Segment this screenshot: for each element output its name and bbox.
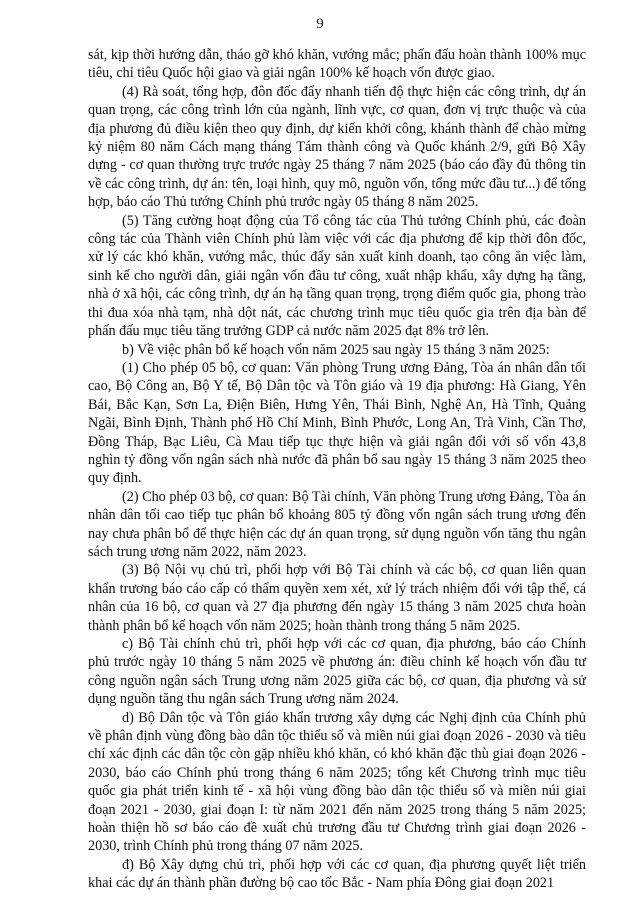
paragraph-b-item-3: (3) Bộ Nội vụ chủ trì, phối hợp với Bộ Tài chính và các bộ, cơ quan liên quan khẩn trương báo cáo cấp có thẩm quyền xem xét, xử lý trách nhiệm đối với tập thể, cá nhân của 16 bộ, cơ quan và 27 địa phương đến ngày 15 tháng 3 năm 2025 chưa hoàn thành phân bổ kế hoạch vốn năm 2025; hoàn thành trong tháng 5 năm 2025. <box>88 562 586 634</box>
paragraph-section-c: c) Bộ Tài chính chủ trì, phối hợp với các cơ quan, địa phương, báo cáo Chính phủ trước ngày 10 tháng 5 năm 2025 về phương án: điều chỉnh kế hoạch vốn đầu tư công nguồn ngân sách Trung ương năm 2025 giữa các bộ, cơ quan, địa phương và sử dụng nguồn tăng thu ngân sách Trung ương năm 2024. <box>88 636 586 708</box>
paragraph-section-dd: đ) Bộ Xây dựng chủ trì, phối hợp với các cơ quan, địa phương quyết liệt triển khai các dự án thành phần đường bộ cao tốc Bắc - Nam phía Đông giai đoạn 2021 <box>88 856 586 892</box>
paragraph-section-b: b) Về việc phân bổ kế hoạch vốn năm 2025 sau ngày 15 tháng 3 năm 2025: <box>122 341 550 358</box>
paragraph-section-d: d) Bộ Dân tộc và Tôn giáo khẩn trương xây dựng các Nghị định của Chính phủ về phân định vùng đồng bào dân tộc thiểu số và miền núi giai đoạn 2026 - 2030 và tiêu chí xác định các dân tộc còn gặp nhiều khó khăn, có khó khăn đặc thù giai đoạn 2026 - 2030, báo cáo Chính phủ trong tháng 6 năm 2025; tổng kết Chương trình mục tiêu quốc gia phát triển kinh tế - xã hội vùng đồng bào dân tộc thiểu số và miền núi giai đoạn 2021 - 2030, giai đoạn I: từ năm 2021 đến năm 2025 trong tháng 5 năm 2025; hoàn thiện hồ sơ báo cáo đề xuất chủ trương đầu tư Chương trình giai đoạn 2026 - 2030, trình Chính phủ trong tháng 07 năm 2025. <box>88 709 586 855</box>
paragraph-continuation: sát, kịp thời hướng dẫn, tháo gỡ khó khăn, vướng mắc; phấn đấu hoàn thành 100% mục tiêu, chỉ tiêu Quốc hội giao và giải ngân 100% kế hoạch vốn được giao. <box>88 47 586 82</box>
document-body <box>88 46 586 893</box>
page-number: 9 <box>316 16 324 32</box>
paragraph-b-item-2: (2) Cho phép 03 bộ, cơ quan: Bộ Tài chính, Văn phòng Trung ương Đảng, Tòa án nhân dân tối cao tiếp tục phân bổ khoảng 805 tỷ đồng vốn ngân sách trung ương đến nay chưa phân bổ để thực hiện các dự án quan trọng, sử dụng nguồn vốn tăng thu ngân sách trung ương năm 2022, năm 2023. <box>88 488 586 560</box>
paragraph-item-4: (4) Rà soát, tổng hợp, đôn đốc đẩy nhanh tiến độ thực hiện các công trình, dự án quan trọng, các công trình lớn của ngành, lĩnh vực, cơ quan, đơn vị trực thuộc và của địa phương đủ điều kiện theo quy định, dự kiến khởi công, khánh thành để chào mừng kỷ niệm 80 năm Cách mạng tháng Tám thành công và Quốc khánh 2/9, gửi Bộ Xây dựng - cơ quan thường trực trước ngày 25 tháng 7 năm 2025 (báo cáo đầy đủ thông tin về các công trình, dự án: tên, loại hình, quy mô, nguồn vốn, tổng mức đầu tư...) để tổng hợp, báo cáo Thủ tướng Chính phủ trước ngày 05 tháng 8 năm 2025. <box>88 83 586 211</box>
paragraph-item-5: (5) Tăng cường hoạt động của Tổ công tác của Thủ tướng Chính phủ, các đoàn công tác của Thành viên Chính phủ làm việc với các địa phương để kịp thời đôn đốc, xử lý các khó khăn, vướng mắc, thúc đẩy sản xuất kinh doanh, tạo công ăn việc làm, sinh kế cho người dân, giải ngân vốn đầu tư công, xuất nhập khẩu, xây dựng hạ tầng, nhà ở xã hội, các công trình, dự án hạ tầng quan trọng, trọng điểm quốc gia, phong trào thi đua xóa nhà tạm, nhà dột nát, các chương trình mục tiêu quốc gia trên địa bàn để phấn đấu mục tiêu tăng trưởng GDP cả nước năm 2025 đạt 8% trở lên. <box>88 212 586 340</box>
paragraph-b-item-1: (1) Cho phép 05 bộ, cơ quan: Văn phòng Trung ương Đảng, Tòa án nhân dân tối cao, Bộ Công an, Bộ Y tế, Bộ Dân tộc và Tôn giáo và 19 địa phương: Hà Giang, Yên Bái, Bắc Kạn, Sơn La, Điện Biên, Hưng Yên, Thái Bình, Nghệ An, Hà Tĩnh, Quảng Ngãi, Bình Định, Thành phố Hồ Chí Minh, Bình Phước, Long An, Trà Vinh, Cần Thơ, Đồng Tháp, Bạc Liêu, Cà Mau tiếp tục thực hiện và giải ngân đối với số vốn 43,8 nghìn tỷ đồng vốn ngân sách nhà nước đã phân bổ sau ngày 15 tháng 3 năm 2025 theo quy định. <box>88 359 586 487</box>
